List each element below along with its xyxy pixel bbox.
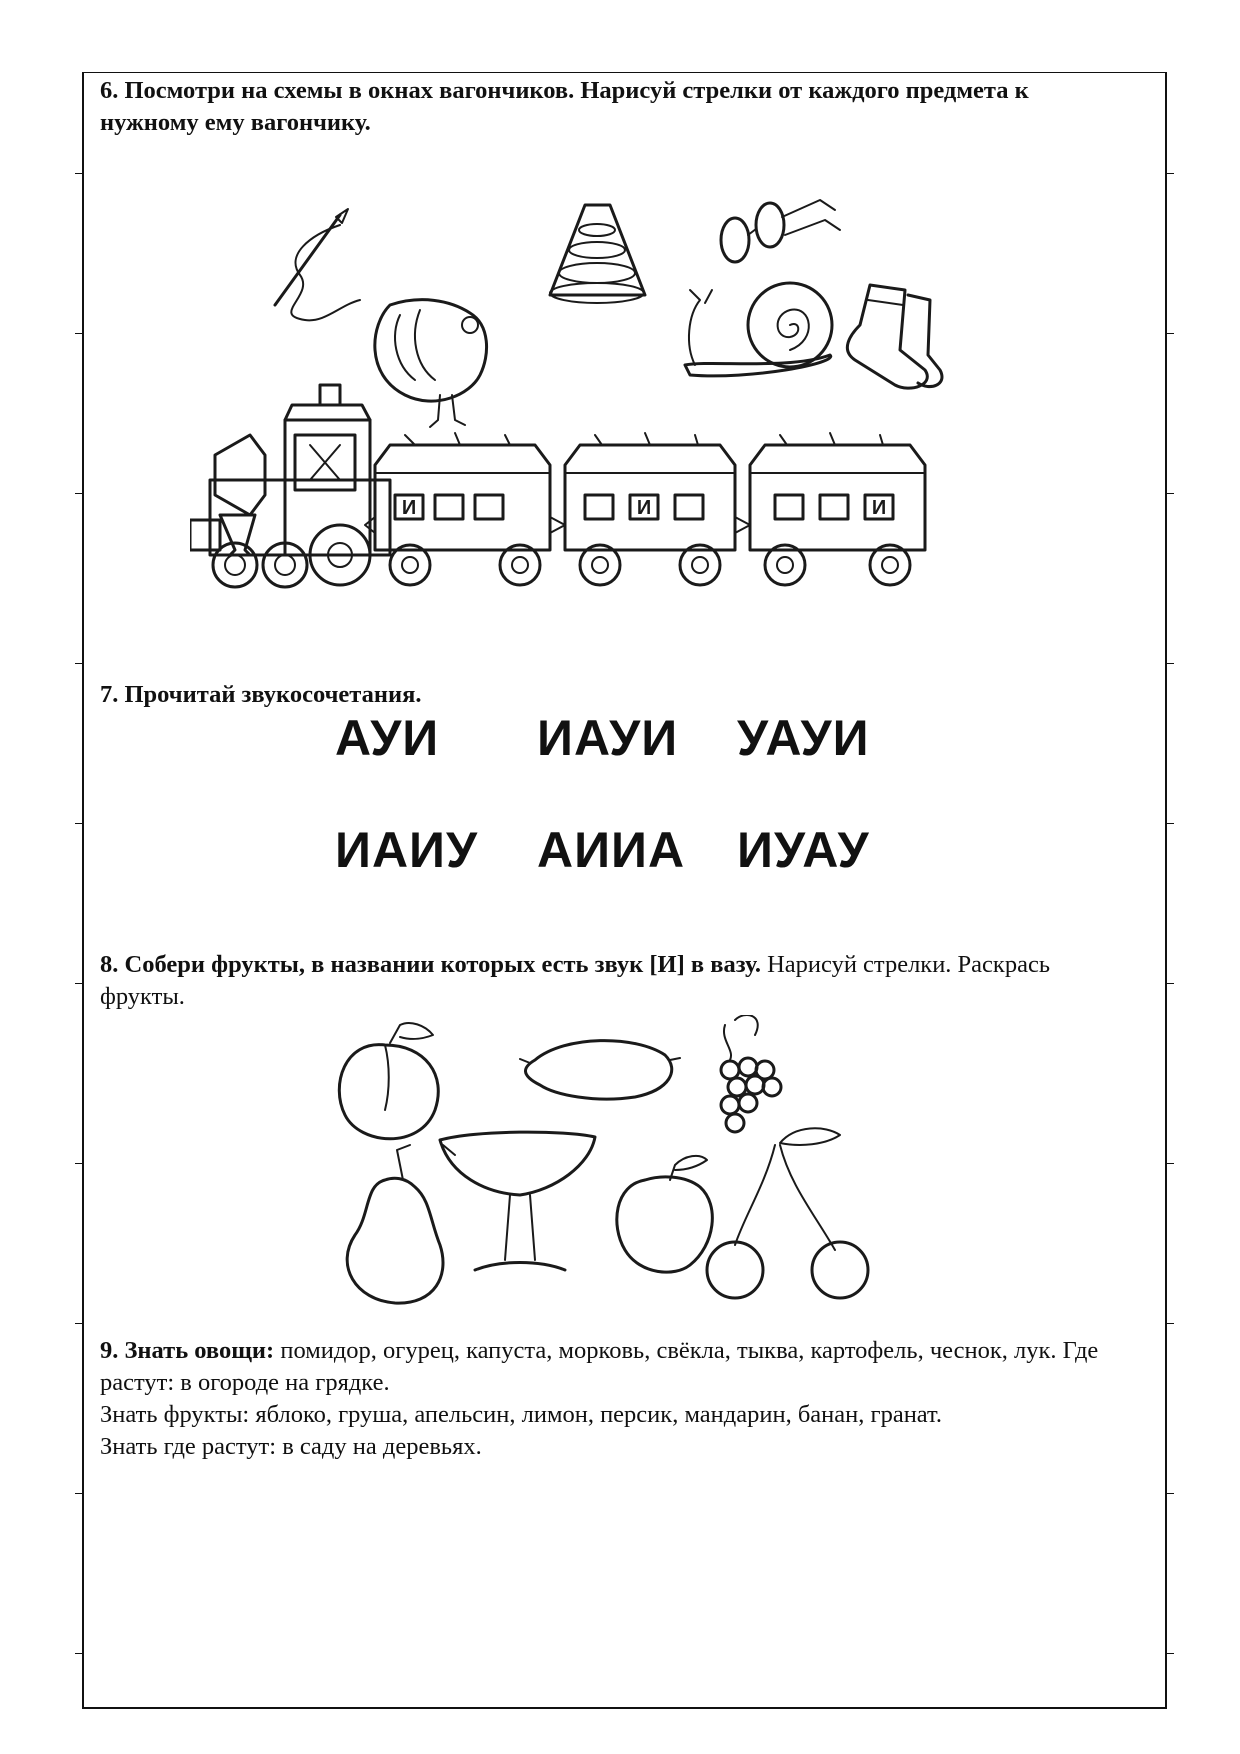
snail-icon <box>685 283 832 376</box>
task8-rest: Нарисуй стрелки. Раскрась фрукты. <box>100 951 1051 1010</box>
task9-text <box>100 1335 1140 1463</box>
wagon3-window-letter: И <box>871 497 887 519</box>
task9-line3: Знать где растут: в саду на деревьях. <box>100 1433 482 1460</box>
glasses-icon <box>721 200 840 262</box>
task9-line1: помидор, огурец, капуста, морковь, свёкла, тыква, картофель, чеснок, лук. Где растут: в огороде на грядке. <box>100 1337 1099 1396</box>
lemon-icon <box>520 1041 680 1099</box>
train-illustration <box>190 195 1050 655</box>
combo-1-1: АУИ <box>335 710 440 766</box>
combo-2-2: АИИА <box>537 822 686 878</box>
locomotive-icon <box>190 385 390 587</box>
task8-bold: 8. Собери фрукты, в названии которых есть звук [И] в вазу. <box>100 951 761 978</box>
combo-1-2: ИАУИ <box>537 710 679 766</box>
task9-line2: Знать фрукты: яблоко, груша, апельсин, лимон, персик, мандарин, банан, гранат. <box>100 1401 943 1428</box>
grapes-icon <box>721 1015 781 1132</box>
peach-icon <box>339 1023 438 1139</box>
vase-icon <box>440 1132 595 1270</box>
task6-instruction <box>100 75 1110 139</box>
task6-text: . Посмотри на схемы в окнах вагончиков. Нарисуй стрелки от каждого предмета к нужному ему вагончику. <box>100 77 1029 136</box>
turkey-icon <box>375 300 487 427</box>
apple-icon <box>617 1156 713 1272</box>
task6-number: 6 <box>100 77 113 104</box>
fruits-illustration <box>335 1015 915 1310</box>
pear-icon <box>347 1145 443 1303</box>
task8-instruction <box>100 949 1140 1013</box>
combo-2-3: ИУАУ <box>737 822 870 878</box>
cherries-icon <box>707 1128 868 1298</box>
combo-1-3: УАУИ <box>737 710 870 766</box>
pyramid-toy-icon <box>550 205 645 303</box>
wagon2-window-letter: И <box>636 497 652 519</box>
socks-icon <box>847 285 942 388</box>
task7-heading: 7. Прочитай звукосочетания. <box>100 681 422 708</box>
wagon-3 <box>750 433 925 585</box>
task9-bold: . Знать овощи: <box>112 1337 275 1364</box>
combo-2-1: ИАИУ <box>335 822 479 878</box>
needle-icon <box>275 209 360 320</box>
wagon1-window-letter: И <box>401 497 417 519</box>
task9-number: 9 <box>100 1337 113 1364</box>
